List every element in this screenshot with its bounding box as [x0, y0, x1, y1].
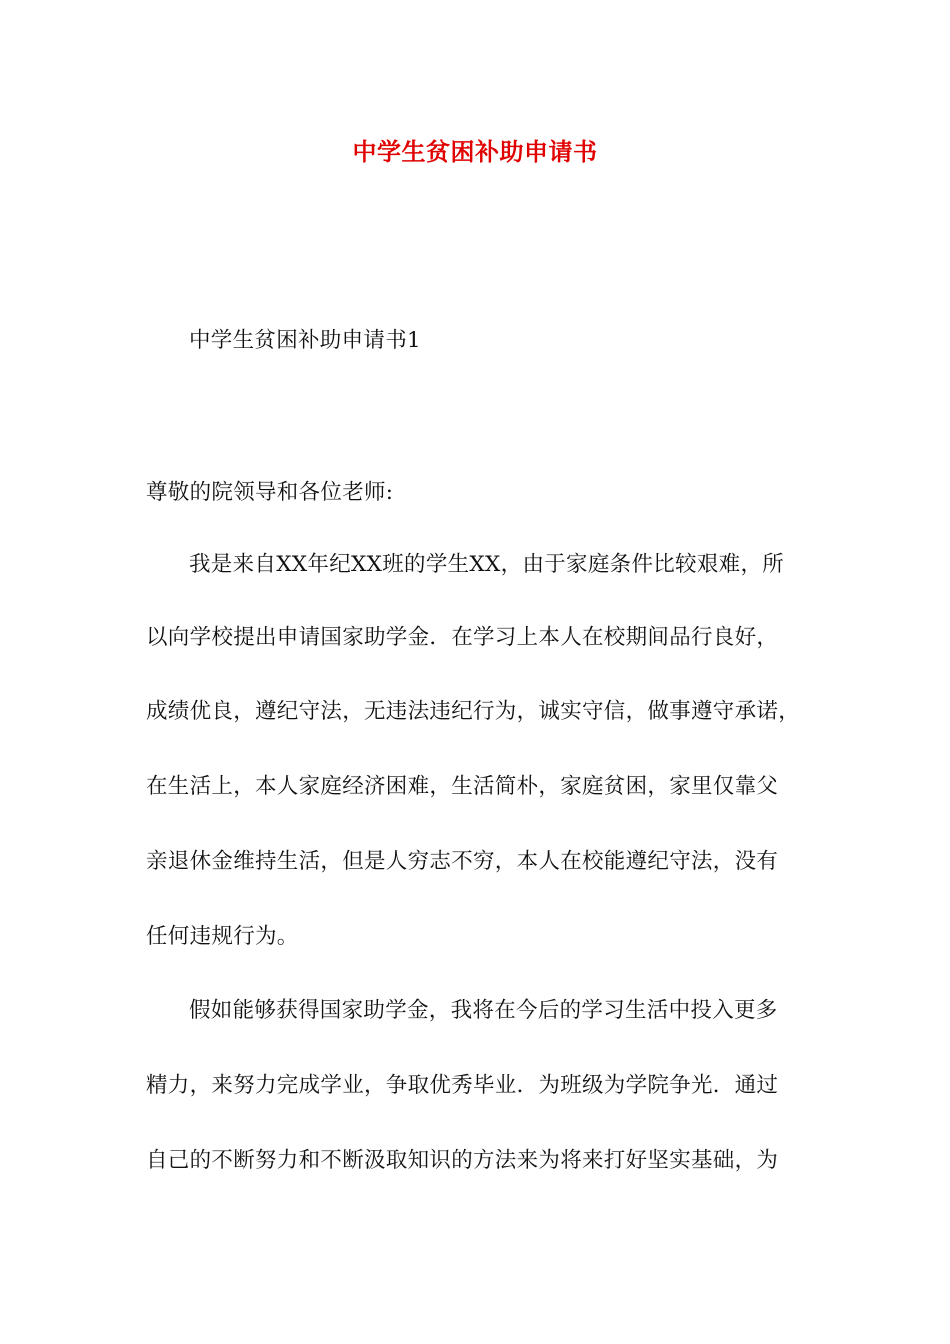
document-title: 中学生贫困补助申请书 — [352, 138, 598, 166]
paragraph-line: 假如能够获得国家助学金，我将在今后的学习生活中投入更多 — [189, 998, 778, 1023]
paragraph-line: 我是来自XX年纪XX班的学生XX，由于家庭条件比较艰难，所 — [189, 552, 785, 577]
paragraph-line: 精力，来努力完成学业，争取优秀毕业．为班级为学院争光．通过 — [146, 1073, 779, 1098]
paragraph-line: 以向学校提出申请国家助学金．在学习上本人在校期间品行良好， — [146, 625, 779, 650]
paragraph-line: 成绩优良，遵纪守法，无违法违纪行为，诚实守信，做事遵守承诺， — [146, 699, 801, 724]
paragraph-line: 在生活上，本人家庭经济困难，生活简朴，家庭贫困，家里仅靠父 — [146, 774, 779, 799]
salutation: 尊敬的院领导和各位老师: — [146, 480, 394, 505]
paragraph-line: 自己的不断努力和不断汲取知识的方法来为将来打好坚实基础，为 — [146, 1148, 779, 1173]
paragraph-line: 任何违规行为。 — [146, 924, 299, 949]
section-heading: 中学生贫困补助申请书1 — [189, 328, 421, 353]
paragraph-line: 亲退休金维持生活，但是人穷志不穷，本人在校能遵纪守法，没有 — [146, 849, 779, 874]
